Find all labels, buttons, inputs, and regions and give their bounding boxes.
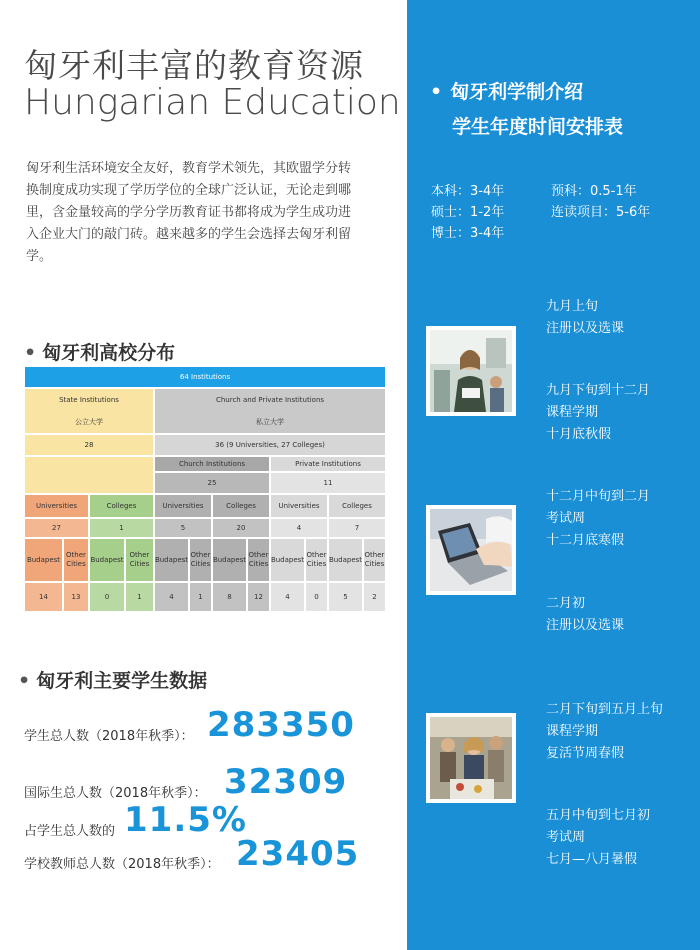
table-cell-location: Budapest [213, 539, 246, 581]
degree-bachelor: 本科：3-4年 [431, 184, 505, 199]
table-cell-location: Budapest [271, 539, 304, 581]
table-cell-location-count: 1 [190, 583, 211, 611]
share-label: 占学生总人数的 [24, 824, 116, 839]
timeline-entry: 二月初 注册以及选课 [546, 596, 625, 633]
table-cell-state-count: 28 [25, 435, 153, 455]
table-cell-location: Budapest [25, 539, 62, 581]
table-cell-location-count: 2 [364, 583, 385, 611]
page-title-english: Hungarian Education [24, 82, 401, 123]
table-cell-type-header: Universities [155, 495, 211, 517]
table-cell-location-count: 4 [155, 583, 188, 611]
table-cell-church: Church Institutions [155, 457, 269, 471]
timeline-entry: 五月中旬到七月初 考试周 七月—八月暑假 [546, 808, 651, 867]
intl-students-label: 国际生总人数（2018年秋季）： [24, 786, 207, 801]
stats-heading: • 匈牙利主要学生数据 [18, 670, 208, 692]
table-cell-location-count: 5 [329, 583, 362, 611]
students-group-photo [426, 713, 516, 803]
degree-doctor: 博士：3-4年 [431, 226, 505, 241]
teachers-value: 23405 [236, 834, 360, 874]
table-cell-church-count: 25 [155, 473, 269, 493]
teachers-label: 学校教师总人数（2018年秋季）： [24, 857, 220, 872]
table-cell-location: Other Cities [64, 539, 88, 581]
table-cell-private: Private Institutions [271, 457, 385, 471]
table-cell-type-count: 1 [90, 519, 153, 537]
timeline-entry: 十二月中旬到二月 考试周 十二月底寒假 [546, 489, 651, 548]
table-cell-type-header: Colleges [329, 495, 385, 517]
intl-students-value: 32309 [224, 762, 348, 802]
table-cell-state-filler [25, 457, 153, 493]
table-cell-location-count: 0 [90, 583, 124, 611]
bullet-icon: • [430, 81, 443, 103]
students-group-photo-image [430, 717, 512, 799]
table-cell-location: Budapest [329, 539, 362, 581]
degree-foundation: 预科：0.5-1年 [551, 184, 637, 199]
table-cell-location: Other Cities [126, 539, 153, 581]
degree-integrated: 连读项目：5-6年 [551, 205, 651, 220]
table-cell-private-count: 11 [271, 473, 385, 493]
table-cell-type-header: Universities [271, 495, 327, 517]
table-cell-state: State Institutions 公立大学 [25, 389, 153, 433]
schedule-heading: • 匈牙利学制介绍 [430, 81, 584, 103]
table-cell-church-private-count: 36 (9 Universities, 27 Colleges) [155, 435, 385, 455]
intro-paragraph: 匈牙利生活环境安全友好，教育学术领先，其欧盟学分转换制度成功实现了学历学位的全球广泛认证，无论走到哪里，含金量较高的学分学历教育证书都将成为学生成功进入企业大门的敲门砖。越来越多的学生会选择去匈牙利留学。 [26, 161, 352, 264]
total-students-label: 学生总人数（2018年秋季）： [24, 729, 194, 744]
share-value: 11.5% [124, 800, 247, 840]
laptop-photo-image [430, 509, 512, 591]
table-cell-type-header: Colleges [90, 495, 153, 517]
table-cell-location: Budapest [90, 539, 124, 581]
table-cell-location-count: 8 [213, 583, 246, 611]
table-cell-type-count: 7 [329, 519, 385, 537]
bullet-icon: • [18, 670, 31, 692]
laptop-photo [426, 505, 516, 595]
table-cell-total: 64 Institutions [25, 367, 385, 387]
table-cell-type-header: Universities [25, 495, 88, 517]
student-photo [426, 326, 516, 416]
total-students-value: 283350 [207, 705, 355, 745]
table-cell-type-header: Colleges [213, 495, 269, 517]
student-photo-image [430, 330, 512, 412]
table-cell-location: Other Cities [190, 539, 211, 581]
table-cell-location: Budapest [155, 539, 188, 581]
table-cell-location-count: 12 [248, 583, 269, 611]
table-cell-location: Other Cities [364, 539, 385, 581]
table-cell-location-count: 4 [271, 583, 304, 611]
timeline-entry: 九月上旬 注册以及选课 [546, 299, 625, 336]
bullet-icon: • [24, 342, 37, 364]
table-cell-type-count: 27 [25, 519, 88, 537]
timeline-entry: 九月下旬到十二月 课程学期 十月底秋假 [546, 383, 651, 442]
table-cell-location-count: 0 [306, 583, 327, 611]
table-cell-location-count: 1 [126, 583, 153, 611]
distribution-heading: • 匈牙利高校分布 [24, 342, 176, 364]
page-title-chinese: 匈牙利丰富的教育资源 [24, 46, 364, 85]
table-cell-type-count: 4 [271, 519, 327, 537]
table-cell-location-count: 14 [25, 583, 62, 611]
table-cell-location-count: 13 [64, 583, 88, 611]
table-cell-location: Other Cities [306, 539, 327, 581]
table-cell-location: Other Cities [248, 539, 269, 581]
schedule-subheading: 学生年度时间安排表 [452, 116, 624, 138]
timeline-entry: 二月下旬到五月上旬 课程学期 复活节周春假 [546, 702, 664, 761]
degree-master: 硕士：1-2年 [431, 205, 505, 220]
table-cell-church-private: Church and Private Institutions 私立大学 [155, 389, 385, 433]
table-cell-type-count: 5 [155, 519, 211, 537]
table-cell-type-count: 20 [213, 519, 269, 537]
